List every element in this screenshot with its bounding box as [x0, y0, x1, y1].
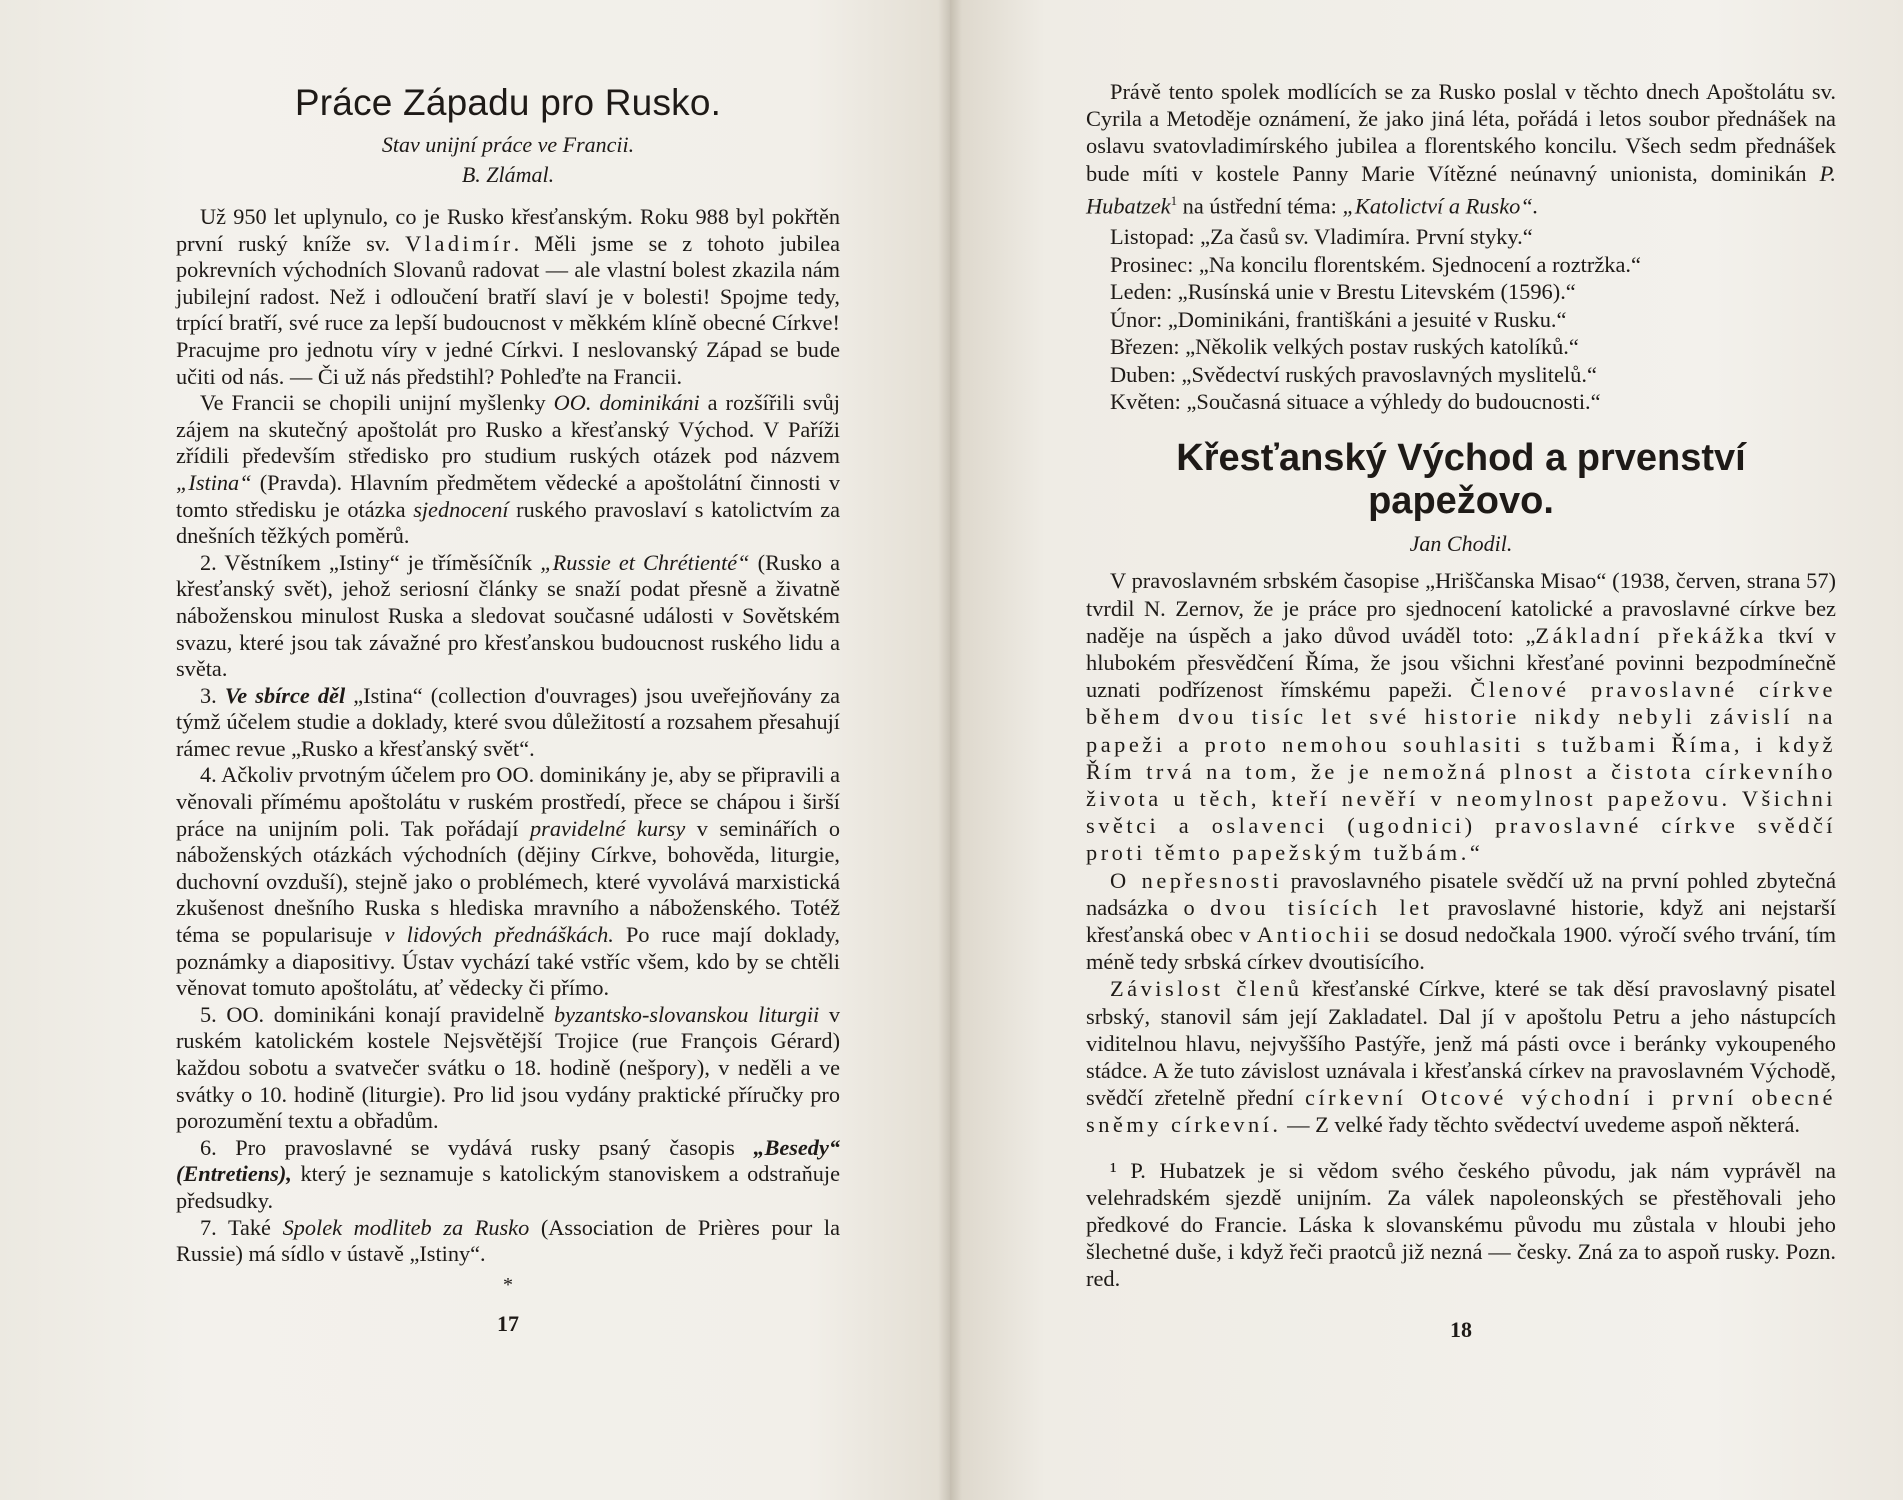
italic-run: „Besedy“ (Entretiens),	[176, 1134, 840, 1187]
text-run: 4. Ačkoliv prvotným účelem pro OO. dominikány je, aby se připravili a věnovali přímému apoštolátu v ruském prostředí, přece se chápou i širší práce na unijním poli. Tak pořádají	[176, 762, 840, 841]
text-run: 3.	[200, 682, 225, 708]
italic-run: P. Hubatzek	[1086, 160, 1836, 219]
text-run: 7. Také	[200, 1214, 283, 1240]
text-run: 2. Věstníkem „Istiny“ je tříměsíčník	[200, 549, 541, 575]
section-star: *	[503, 1273, 513, 1296]
spaced-run: církevní Otcové východní i první obecné sněmy církevní.	[1086, 1085, 1836, 1138]
spaced-run: O nepřesnosti	[1110, 867, 1283, 893]
right-page	[950, 0, 1903, 1500]
paragraph-dependence	[1086, 975, 1836, 1138]
text-run: — Z velké řady těchto svědectví uvedeme aspoň některá.	[1281, 1112, 1801, 1138]
text-run: který je seznamuje s katolickým stanoviskem a odstraňuje předsudky.	[176, 1161, 840, 1213]
lecture-item: Listopad: „Za časů sv. Vladimíra. První styky.“	[1110, 224, 1533, 250]
italic-run: Spolek modliteb za Rusko	[282, 1214, 530, 1240]
lecture-item: Prosinec: „Na koncilu florentském. Sjednocení a roztržka.“	[1110, 251, 1641, 277]
lecture-item: Květen: „Současná situace a výhledy do budoucnosti.“	[1110, 388, 1601, 414]
paragraph-inaccuracy	[1086, 867, 1836, 976]
text-run: V pravoslavném srbském časopise „Hriščanska Misao“ (1938, červen, strana 57) tvrdil N. Zernov, že je práce pro sjednocení katolické a pravoslavné církve bez naděje na úspěch a jako důvod uváděl toto: „	[1086, 568, 1836, 648]
text-run: pravoslavné historie, když ani nejstarší křesťanská obec v	[1086, 894, 1836, 947]
text-run: Už 950 let uplynulo, co je Rusko křesťanským. Roku 988 byl pokřtěn první ruský kníže sv.	[176, 204, 840, 256]
italic-run: v lidových přednáškách.	[384, 922, 614, 948]
text-run: . Měli jsme se z tohoto jubilea pokrevních východních Slovanů radovat — ale vlastní bolest zkazila nám jubilejní radost. Než i odloučení bratří slaví je v bolesti! Spojme tedy, trpící bratří, své ruce za lepší budoucnost v měkkém klíně obecné Církve! Pracujme pro jednotu víry v jedné Církvi. I neslovanský Západ se bude učiti od nás. — Či už nás předstihl? Pohleďte na Francii.	[176, 230, 840, 389]
article-author-2: Jan Chodil.	[1409, 531, 1513, 557]
book-gutter	[938, 0, 962, 1500]
paragraph-3	[176, 683, 840, 763]
text-run: (Rusko a křesťanský svět), jehož seriosní články se snaží podat přesně a živatně náboženskou minulost Ruska a sledovat současné události v Sovětském svazu, které jsou tak závažné pro křesťanskou budoucnost ruského lidu a světa.	[176, 549, 841, 682]
text-run: ruského pravoslaví s katolictvím za dnešních těžkých poměrů.	[176, 496, 841, 549]
lecture-item: Leden: „Rusínská unie v Brestu Litevském (1596).“	[1110, 279, 1576, 305]
italic-run: Ve sbírce děl	[224, 682, 346, 708]
italic-run: „Russie et Chrétienté“	[540, 549, 750, 575]
text-run: tkví v hlubokém přesvědčení Říma, že jsou všichni křesťané povinni bezpodmínečně uznati podřízenost římskému papeži.	[1086, 622, 1836, 703]
italic-run: „Istina“	[176, 469, 252, 495]
text-run: (Pravda). Hlavním předmětem vědecké a apoštolátní činnosti v tomto středisku je otázka	[176, 469, 840, 522]
text-run: Po ruce mají doklady, poznámky a diapositivy. Ústav vychází také vstříc všem, kdo by se chtěli věnovat tomuto apoštolátu, ať vědecky či přímo.	[176, 922, 840, 1001]
paragraph-4	[176, 762, 840, 1001]
text-run: v seminářích o náboženských otázkách východních (dějiny Církve, bohověda, liturgie, duchovní ovzduší), stejně jako o problémech, které vyvolává marxistická zkušenost dnešního Ruska s hlediska mravního a náboženského. Totéž téma se popularisuje	[176, 815, 840, 948]
paragraph-quote	[1086, 567, 1836, 866]
lecture-item: Duben: „Svědectví ruských pravoslavných myslitelů.“	[1110, 361, 1597, 387]
text-run: 5. OO. dominikáni konají pravidelně	[200, 1001, 555, 1027]
spaced-run: Členové pravoslavné církve během dvou tisíc let své historie nikdy nebyli závislí na papeži a proto nemohou souhlasiti s tužbami Říma, i když Řím trvá na tom, že je nemožná plnost a čistota církevního života u těch, kteří nevěří v neomylnost papežovu. Všichni světci a oslavenci (ugodnici) pravoslavné církve svědčí proti těmto papežským tužbám.	[1086, 677, 1836, 866]
text-run: na ústřední téma:	[1177, 193, 1343, 219]
paragraph-2	[176, 550, 840, 683]
paragraph-7	[176, 1215, 840, 1268]
text-run: „Istina“ (collection d'ouvrages) jsou uveřejňovány za týmž účelem studie a doklady, které svou důležitostí a rozsahem přesahují rámec revue „Rusko a křesťanský svět“.	[176, 682, 840, 761]
left-column	[176, 78, 840, 1337]
spaced-run: Antiochii	[1257, 921, 1374, 947]
right-column	[1086, 78, 1836, 1343]
italic-run: „Katolictví a Rusko“.	[1342, 193, 1539, 219]
italic-run: OO. dominikáni	[553, 390, 700, 416]
paragraph-intro	[176, 204, 840, 390]
italic-run: byzantsko-slovanskou liturgii	[554, 1001, 820, 1027]
spaced-run: dvou tisících let	[1210, 894, 1433, 920]
footnote-marker: 1	[1170, 192, 1178, 208]
text-run: křesťanské Církve, které se tak děsí pravoslavný pisatel srbský, stanovil sám její Zakladatel. Dal jí v apoštolu Petru a jeho nástupcích viditelnou hlavu, nejvyššího Pastýře, jenž má pásti ovce i beránky vykoupeného stádce. A že tuto závislost uznávala i křesťanská církev na pravoslavném Východě, svědčí zřetelně přední	[1086, 976, 1836, 1111]
italic-run: sjednocení	[413, 496, 509, 522]
spaced-run: Základní překážka	[1535, 622, 1767, 648]
text-run: v ruském katolickém kostele Nejsvětější Trojice (rue François Gérard) každou sobotu a svatvečer svátku o 18. hodině (nešpory), v neděli a ve svátky o 10. hodině (liturgie). Pro lid jsou vydány praktické příručky pro porozumění textu a obřadům.	[176, 1001, 840, 1134]
text-run: 6. Pro pravoslavné se vydává rusky psaný časopis	[200, 1134, 754, 1160]
article-title-2: Křesťanský Východ a prvenství papežovo.	[1176, 437, 1746, 523]
article-author: B. Zlámal.	[461, 162, 555, 187]
spaced-run: Závislost členů	[1110, 976, 1303, 1002]
text-run: se dosud nedočkala 1900. výročí svého trvání, tím méně tedy srbská církev dvoutisícího.	[1086, 921, 1837, 975]
footnote: ¹ P. Hubatzek je si vědom svého českého původu, jak nám vyprávěl na velehradském sjezdě unijním. Za válek napoleonských se přestěhovali jeho předkové do Francie. Láska k slovanskému původu mu zůstala v hloubi jeho šlechetné duše, i když řeči praotců již nezná — česky. Zná za to aspoň rusky. Pozn. red.	[1086, 1157, 1836, 1292]
lecture-list	[1086, 223, 1836, 415]
spaced-name: Vladimír	[405, 230, 514, 256]
text-run: Právě tento spolek modlících se za Rusko poslal v těchto dnech Apoštolátu sv. Cyrila a Metoděje oznámení, že jako jiná léta, pořádá i letos soubor přednášek na oslavu svatovladimírského jubilea a florentského koncilu. Všech sedm přednášek bude míti v kostele Panny Marie Vítězné neúnavný unionista, dominikán	[1086, 79, 1836, 186]
paragraph-6	[176, 1135, 840, 1215]
page-number-right: 18	[1450, 1316, 1472, 1342]
lecture-item: Únor: „Dominikáni, františkáni a jesuité v Rusku.“	[1110, 306, 1567, 332]
text-run: Ve Francii se chopili unijní myšlenky	[200, 390, 554, 416]
text-run: (Association de Prières pour la Russie) má sídlo v ústavě „Istiny“.	[176, 1214, 840, 1267]
page-number-left: 17	[497, 1310, 519, 1336]
text-run: pravoslavného pisatele svědčí už na první pohled zbytečná nadsázka o	[1086, 867, 1837, 920]
paragraph-1	[176, 390, 840, 550]
italic-run: pravidelné kursy	[530, 815, 686, 841]
lecture-item: Březen: „Několik velkých postav ruských katolíků.“	[1110, 334, 1579, 360]
text-run: a rozšířili svůj zájem na skutečný apoštolát pro Rusko a křesťanský Východ. V Paříži zřídili především středisko pro studium ruských otázek pod názvem	[176, 390, 840, 469]
left-page	[0, 0, 950, 1500]
paragraph-5	[176, 1002, 840, 1135]
article-title: Práce Západu pro Rusko.	[294, 82, 722, 123]
article-subtitle: Stav unijní práce ve Francii.	[381, 132, 635, 157]
text-run: “	[1469, 840, 1480, 866]
paragraph-spolek	[1086, 78, 1836, 219]
